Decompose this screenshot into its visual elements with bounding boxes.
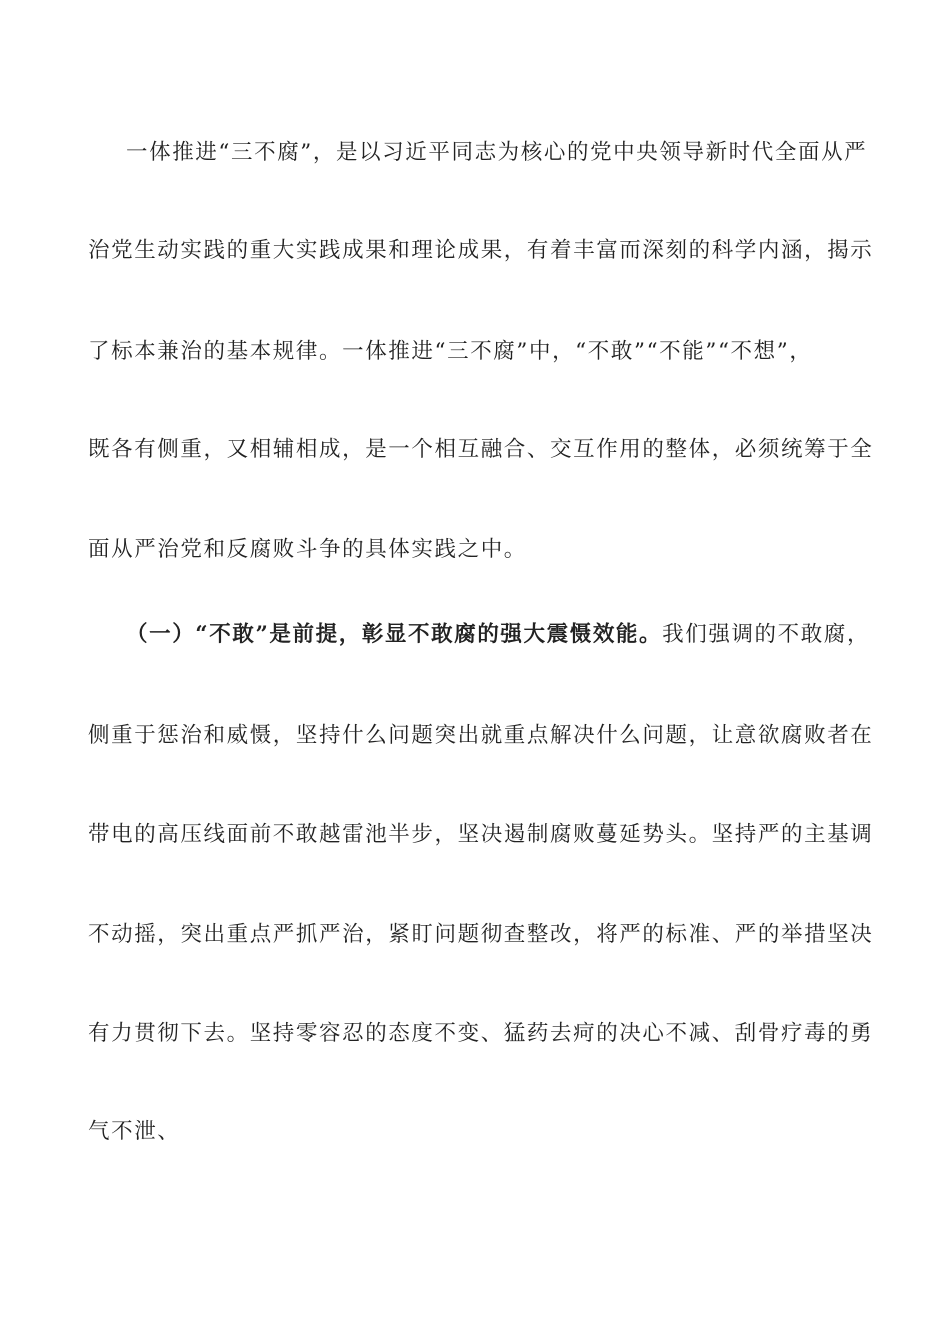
paragraph-1-line-4: 既各有侧重，又相辅相成，是一个相互融合、交互作用的整体，必须统筹于全 — [88, 437, 874, 462]
paragraph-2-line-5: 有力贯彻下去。坚持零容忍的态度不变、猛药去疴的决心不减、刮骨疗毒的勇 — [88, 1021, 874, 1046]
paragraph-1-line-5: 面从严治党和反腐败斗争的具体实践之中。 — [88, 537, 527, 562]
section-heading: （一）“不敢”是前提，彰显不敢腐的强大震慑效能。 — [126, 622, 663, 647]
paragraph-1-line-1: 一体推进“三不腐”，是以习近平同志为核心的党中央领导新时代全面从严 — [126, 140, 868, 165]
paragraph-2-line-1 — [126, 620, 878, 650]
paragraph-2-line-1-rest: 我们强调的不敢腐， — [662, 622, 871, 647]
paragraph-1-line-3: 了标本兼治的基本规律。一体推进“三不腐”中，“不敢”“不能”“不想”， — [88, 339, 813, 364]
paragraph-2-line-4: 不动摇，突出重点严抓严治，紧盯问题彻查整改，将严的标准、严的举措坚决 — [88, 922, 874, 947]
paragraph-2-line-3: 带电的高压线面前不敢越雷池半步，坚决遏制腐败蔓延势头。坚持严的主基调 — [88, 822, 874, 847]
paragraph-2-line-6: 气不泄、 — [88, 1119, 181, 1144]
paragraph-1-line-2: 治党生动实践的重大实践成果和理论成果，有着丰富而深刻的科学内涵，揭示 — [88, 238, 874, 263]
paragraph-2-line-2: 侧重于惩治和威慑，坚持什么问题突出就重点解决什么问题，让意欲腐败者在 — [88, 723, 874, 748]
